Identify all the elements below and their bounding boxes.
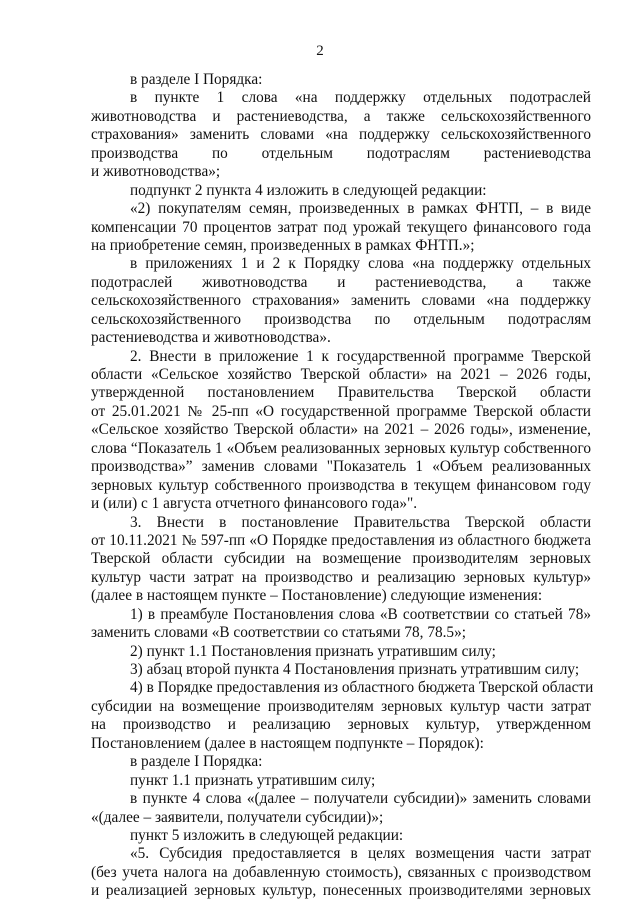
text-line: Постановлением (далее в настоящем подпункте – Порядок): (91, 734, 484, 752)
text-line: на приобретение семян, произведенных в рамках ФНТП.»; (91, 236, 475, 254)
text-line: 4) в Порядке предоставления из областного бюджета Тверской области (130, 679, 594, 697)
text-line: слова “Показатель 1 «Объем реализованных зерновых культур собственного (91, 439, 591, 457)
text-line: сельскохозяйственного страхования» заменить словами «на поддержку (91, 292, 591, 310)
text-line: компенсации 70 процентов затрат под урожай текущего финансового года (91, 218, 591, 236)
text-line: производства»” заменив словами "Показатель 1 «Объем реализованных (91, 458, 591, 476)
text-line: Тверской области субсидии на возмещение производителям зерновых (91, 550, 591, 568)
text-line: в пункте 4 слова «(далее – получатели субсидии)» заменить словами (130, 790, 591, 808)
text-line: производства по отдельным подотраслям растениеводства (91, 144, 591, 162)
text-line: утвержденной постановлением Правительства Тверской области (91, 384, 591, 402)
text-line: «2) покупателям семян, произведенных в рамках ФНТП, – в виде (130, 200, 591, 218)
text-line: субсидии на возмещение производителям зерновых культур части затрат (91, 697, 591, 715)
text-line: подотраслей животноводства и растениеводства, а также (91, 273, 591, 291)
document-body (91, 71, 594, 901)
text-line: пункт 1.1 признать утратившим силу; (130, 771, 376, 789)
text-line: 3) абзац второй пункта 4 Постановления признать утратившим силу; (130, 661, 580, 678)
text-line: в приложениях 1 и 2 к Порядку слова «на поддержку отдельных (130, 255, 591, 273)
text-line: подпункт 2 пункта 4 изложить в следующей редакции: (130, 181, 487, 199)
text-line: 2. Внести в приложение 1 к государственной программе Тверской (130, 347, 591, 365)
page-number: 2 (316, 43, 324, 59)
text-line: от 10.11.2021 № 597-пп «О Порядке предоставления из областного бюджета (91, 531, 591, 549)
text-line: «Сельское хозяйство Тверской области» на 2021 – 2026 годы», изменение, (91, 421, 591, 439)
text-line: от 25.01.2021 № 25-пп «О государственной программе Тверской области (91, 402, 591, 420)
text-line: культур части затрат на производство и реализацию зерновых культур» (91, 568, 591, 586)
text-line: страхования» заменить словами «на поддержку сельскохозяйственного (91, 126, 591, 144)
text-line: области «Сельское хозяйство Тверской области» на 2021 – 2026 годы, (91, 366, 591, 383)
text-line: «5. Субсидия предоставляется в целях возмещения части затрат (130, 845, 591, 863)
text-line: животноводства и растениеводства, а также сельскохозяйственного (91, 107, 591, 125)
text-line: сельскохозяйственного производства по отдельным подотраслям (91, 310, 591, 328)
text-line: зерновых культур собственного производства в текущем финансовом году (91, 476, 591, 494)
text-line: и животноводства»; (91, 163, 221, 181)
text-line: «(далее – заявители, получатели субсидии)»; (91, 808, 384, 826)
text-line: на производство и реализацию зерновых культур, утвержденном (91, 716, 591, 734)
text-line: 1) в преамбуле Постановления слова «В соответствии со статьей 78» (130, 605, 591, 623)
text-line: и реализацией зерновых культур, понесенных производителями зерновых (91, 882, 591, 900)
text-line: (далее в настоящем пункте – Постановление) следующие изменения: (91, 587, 543, 605)
text-line: в разделе I Порядка: (130, 71, 263, 88)
text-line: заменить словами «В соответствии со статьями 78, 78.5»; (91, 624, 466, 642)
text-line: 2) пункт 1.1 Постановления признать утратившим силу; (130, 642, 496, 660)
text-line: и (или) с 1 августа отчетного финансового года»". (91, 495, 418, 513)
text-line: растениеводства и животноводства». (91, 329, 331, 347)
text-line: 3. Внести в постановление Правительства Тверской области (130, 513, 591, 531)
text-line: в пункте 1 слова «на поддержку отдельных подотраслей (130, 89, 591, 107)
text-line: пункт 5 изложить в следующей редакции: (130, 826, 404, 844)
text-line: (без учета налога на добавленную стоимость), связанных с производством (91, 863, 591, 881)
text-line: в разделе I Порядка: (130, 753, 263, 771)
